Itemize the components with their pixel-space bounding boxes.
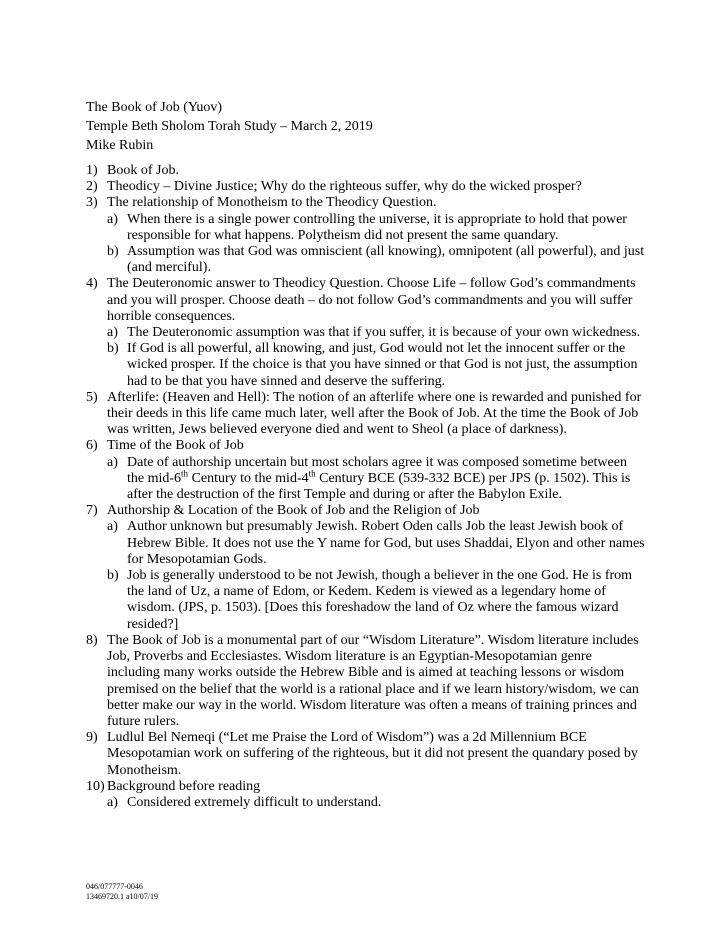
sub-item-10a <box>107 795 646 811</box>
item-number: 4) <box>86 276 98 292</box>
sub-item-text: When there is a single power controlling the universe, it is appropriate to hold that power responsible for what happens. Polytheism did not present the same quandary. <box>127 211 627 243</box>
outline-item-4 <box>86 276 646 389</box>
footer-doc-code: 046/077777-0046 <box>86 882 143 891</box>
item-text: Ludlul Bel Nemeqi (“Let me Praise the Lord of Wisdom”) was a 2d Millennium BCE Mesopotamian work on suffering of the righteous, but it did not present the quandary posed by Monotheism. <box>107 730 638 778</box>
item-number: 5) <box>86 389 98 405</box>
sub-item-text: The Deuteronomic assumption was that if you suffer, it is because of your own wickedness. <box>127 325 641 341</box>
document-title: The Book of Job (Yuov) <box>86 100 223 115</box>
sub-item-3b <box>107 244 646 276</box>
text-segment: Date of authorship uncertain but most scholars agree it was composed sometime between the mid-6 <box>127 454 627 486</box>
sub-item-text: Considered extremely difficult to understand. <box>127 794 382 810</box>
sub-item-text: Assumption was that God was omniscient (all knowing), omnipotent (all powerful), and just (and merciful). <box>127 244 645 276</box>
sub-item-letter: a) <box>107 519 118 535</box>
outline-item-8 <box>86 633 646 730</box>
sub-item-text: Job is generally understood to be not Jewish, though a believer in the one God. He is from the land of Uz, a name of Edom, or Kedem. Kedem is viewed as a legendary home of wisdom. (JPS, p. 1503). [Does this foreshadow the land of Oz where the famous wizard resided?] <box>127 568 633 632</box>
outline-item-7 <box>86 503 646 633</box>
outline-item-1 <box>86 163 646 179</box>
text-segment: Century BCE (539-332 BCE) per JPS (p. 1502). This is after the destruction of the first Temple and during or after the Babylon Exile. <box>127 470 631 503</box>
item-number: 2) <box>86 179 98 195</box>
sub-item-text: If God is all powerful, all knowing, and just, God would not let the innocent suffer or the wicked prosper. If the choice is that you have sinned or that God is not just, the assumption had to be that you have sinned and deserve the suffering. <box>127 341 638 389</box>
document-subtitle: Temple Beth Sholom Torah Study – March 2, 2019 <box>86 119 373 134</box>
sub-item-letter: b) <box>107 568 119 584</box>
item-text: The relationship of Monotheism to the Theodicy Question. <box>107 195 437 211</box>
footer-doc-id: 13469720.1 a10/07/19 <box>86 892 158 901</box>
outline-item-9 <box>86 730 646 779</box>
outline-item-5 <box>86 390 646 439</box>
outline-list <box>86 163 646 811</box>
item-number: 1) <box>86 163 98 178</box>
outline-item-10 <box>86 779 646 811</box>
sub-item-letter: a) <box>107 211 118 227</box>
outline-item-2 <box>86 179 646 195</box>
item-number: 10) <box>86 778 105 794</box>
sub-item-letter: b) <box>107 341 119 357</box>
document-footer <box>86 882 158 902</box>
item-text: Theodicy – Divine Justice; Why do the righteous suffer, why do the wicked prosper? <box>107 179 582 195</box>
item-number: 7) <box>86 503 98 519</box>
sub-item-letter: a) <box>107 794 118 810</box>
sub-item-letter: a) <box>107 325 118 341</box>
item-number: 3) <box>86 195 98 211</box>
ordinal-suffix: th <box>308 468 316 479</box>
sub-item-letter: a) <box>107 454 118 470</box>
sub-item-4a <box>107 325 646 341</box>
sub-item-3a <box>107 212 646 244</box>
text-segment: Century to the mid-4 <box>188 470 309 486</box>
item-number: 6) <box>86 438 98 454</box>
outline-item-3 <box>86 195 646 276</box>
sub-item-7a <box>107 519 646 568</box>
item-text: Afterlife: (Heaven and Hell): The notion of an afterlife where one is rewarded and punished for their deeds in this life came much later, well after the Book of Job. At the time the Book of Job was written, Jews believed everyone died and went to Sheol (a place of darkness). <box>107 389 642 438</box>
document-header <box>86 98 373 155</box>
outline-item-6 <box>86 438 646 503</box>
sub-item-letter: b) <box>107 244 119 260</box>
ordinal-suffix: th <box>181 468 189 479</box>
document-author: Mike Rubin <box>86 138 154 153</box>
item-text: Book of Job. <box>107 163 179 178</box>
sub-item-7b <box>107 568 646 633</box>
sub-item-6a <box>107 455 646 504</box>
item-text: Authorship & Location of the Book of Job and the Religion of Job <box>107 503 480 519</box>
item-number: 8) <box>86 632 98 648</box>
sub-item-text <box>127 455 646 504</box>
item-text: The Book of Job is a monumental part of our “Wisdom Literature”. Wisdom literature includes Job, Proverbs and Ecclesiastes. Wisdom literature is an Egyptian-Mesopotamian genre including many works outside the Hebrew Bible and is aimed at teaching lessons or wisdom premised on the belief that the world is a rational place and if we learn history/wisdom, we can better make our way in the world. Wisdom literature was often a means of training princes and future rulers. <box>107 632 639 729</box>
item-text: Background before reading <box>107 778 261 794</box>
item-text: Time of the Book of Job <box>107 438 244 454</box>
sub-item-text: Author unknown but presumably Jewish. Robert Oden calls Job the least Jewish book of Hebrew Bible. It does not use the Y name for God, but uses Shaddai, Elyon and other names for Mesopotamian Gods. <box>127 519 645 567</box>
sub-item-4b <box>107 341 646 390</box>
item-number: 9) <box>86 730 98 746</box>
item-text: The Deuteronomic answer to Theodicy Question. Choose Life – follow God’s commandments and you will prosper. Choose death – do not follow God’s commandments and you will suffer horrible consequences. <box>107 276 636 324</box>
